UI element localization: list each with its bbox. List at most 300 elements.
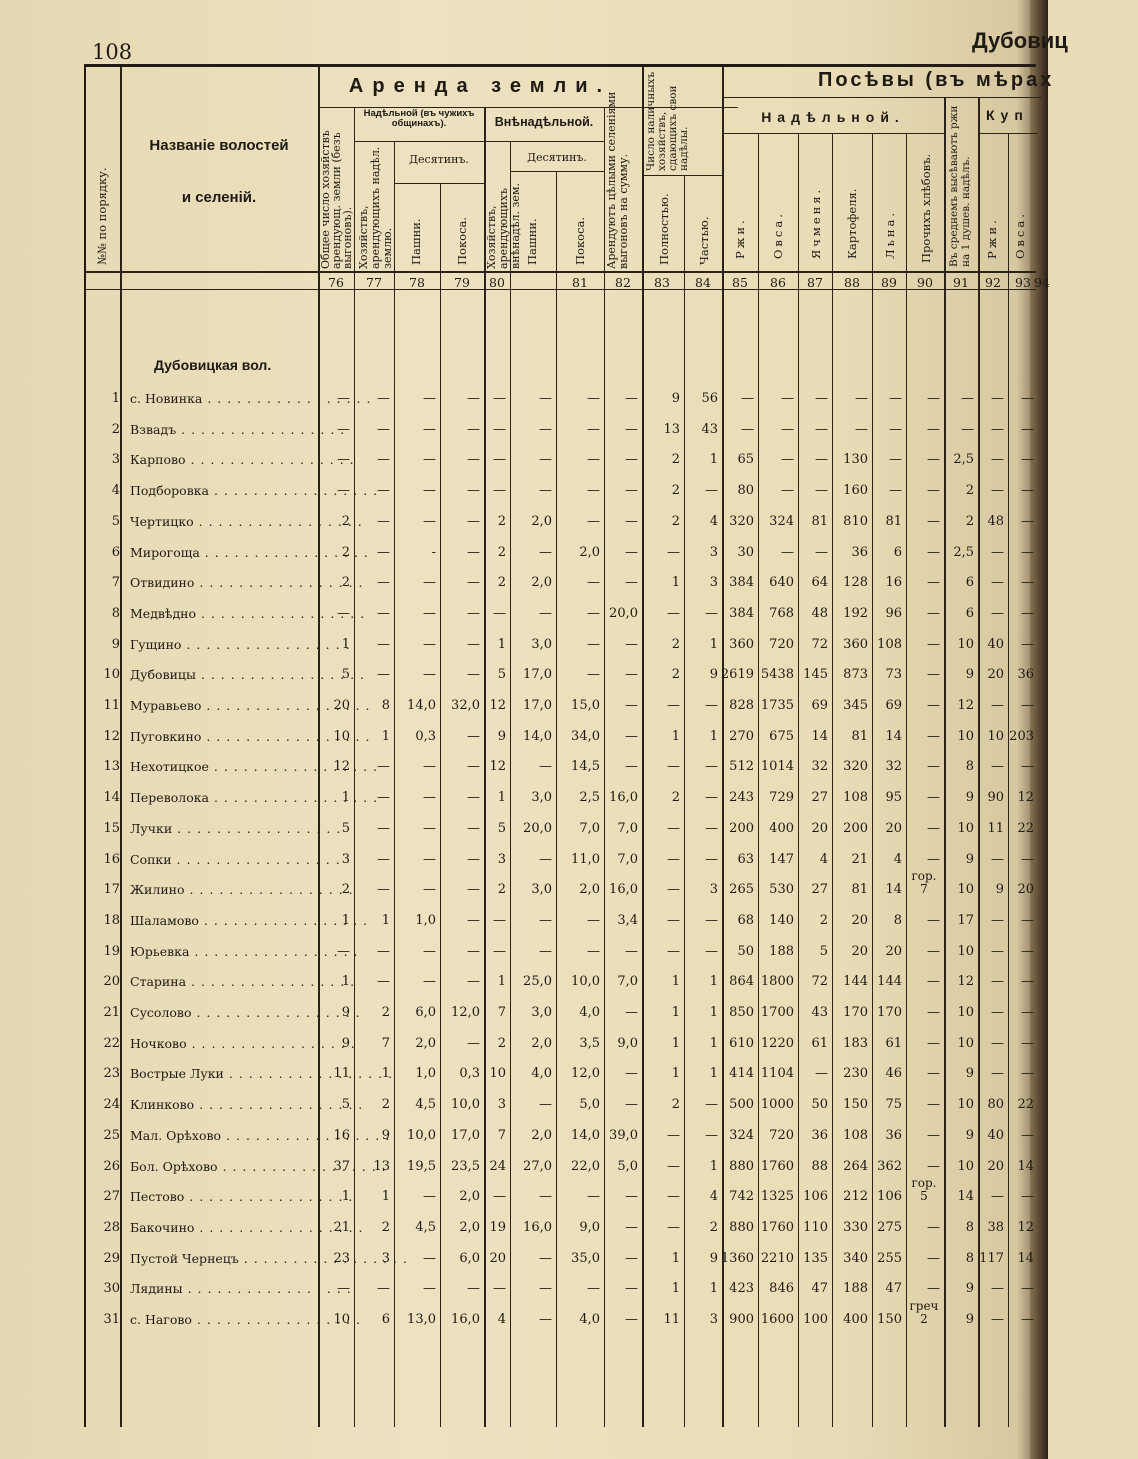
table-cell: 34,0 <box>571 728 600 744</box>
table-cell: 11 <box>987 820 1004 836</box>
table-cell: — <box>667 1189 680 1205</box>
table-cell: 22 <box>1017 820 1034 836</box>
table-cell: 100 <box>803 1312 828 1327</box>
table-cell: — <box>927 391 940 406</box>
village-name: Шаламово . . . <box>130 913 306 928</box>
table-cell: 160 <box>843 483 868 499</box>
table-cell: — <box>467 391 480 406</box>
table-cell: 2 <box>341 882 350 898</box>
table-cell: — <box>539 912 552 928</box>
rule <box>484 141 604 142</box>
table-cell: 5,0 <box>617 1158 638 1174</box>
table-cell: 10 <box>957 1035 974 1051</box>
table-cell: - <box>431 544 436 560</box>
table-cell: 22 <box>1017 1097 1034 1113</box>
table-cell: 810 <box>843 513 868 529</box>
table-cell: 4 <box>893 851 902 867</box>
table-cell: — <box>377 974 390 990</box>
table-cell: 320 <box>843 759 868 775</box>
table-cell: — <box>467 452 480 468</box>
table-cell: 1220 <box>760 1035 794 1051</box>
rule <box>354 141 484 142</box>
table-cell: — <box>625 759 638 775</box>
table-cell: — <box>1021 1066 1034 1082</box>
table-cell: 40 <box>987 636 1004 652</box>
table-cell: — <box>467 912 480 928</box>
table-cell: 192 <box>843 605 868 621</box>
table-cell: — <box>539 1312 552 1327</box>
header-other-grain: Прочихъ хлѣбовъ. <box>919 153 933 263</box>
table-cell: — <box>625 1312 638 1327</box>
table-cell: — <box>539 851 552 867</box>
table-cell: 2 <box>671 483 680 499</box>
header-hay-1: Покоса. <box>455 216 469 265</box>
table-cell: 20,0 <box>523 820 552 836</box>
rule <box>832 133 833 1427</box>
table-cell: 12,0 <box>571 1066 600 1082</box>
table-cell: 345 <box>843 698 868 713</box>
table-cell: 3,0 <box>531 882 552 898</box>
table-cell: — <box>587 513 600 529</box>
village-name: Мал. Орѣхово . . . <box>130 1128 306 1143</box>
table-cell: 10 <box>333 728 350 744</box>
table-cell: — <box>991 1005 1004 1020</box>
rule <box>1008 133 1009 1427</box>
table-cell: — <box>705 851 718 867</box>
table-cell: — <box>927 943 940 959</box>
table-cell: — <box>423 882 436 898</box>
table-cell: 3 <box>709 575 718 591</box>
table-cell: 2 <box>341 544 350 560</box>
table-cell: — <box>493 912 506 928</box>
village-name: Пуговкино . . . <box>130 729 306 744</box>
table-cell: 1 <box>671 1005 680 1020</box>
header-rent-total: Общее число хозяйствъ арендующ. земли (безъ выгоновъ). <box>319 130 354 269</box>
header-arable-2: Пашни. <box>525 218 539 265</box>
table-cell: 200 <box>843 820 868 836</box>
table-cell: — <box>539 1281 552 1297</box>
table-cell: — <box>337 421 350 437</box>
village-name: Чертицко . . . <box>130 514 306 529</box>
table-cell: 320 <box>729 513 754 529</box>
table-cell: — <box>377 452 390 468</box>
table-cell: — <box>1021 1035 1034 1051</box>
table-cell: 36 <box>851 544 868 560</box>
table-cell: — <box>587 483 600 499</box>
table-cell: 25,0 <box>523 974 552 990</box>
table-cell: 81 <box>885 513 902 529</box>
table-cell: 15,0 <box>571 698 600 713</box>
table-cell: 1 <box>709 1035 718 1051</box>
table-cell: 1700 <box>760 1005 794 1020</box>
table-cell: 9 <box>497 728 506 744</box>
table-cell: — <box>625 483 638 499</box>
header-rye-purchased: Ржи. <box>985 217 999 259</box>
table-cell: 20 <box>333 698 350 713</box>
table-cell: 47 <box>885 1281 902 1297</box>
table-cell: — <box>991 421 1004 437</box>
table-cell: — <box>667 912 680 928</box>
table-cell: 32 <box>885 759 902 775</box>
row-number: 13 <box>103 759 120 775</box>
table-cell: — <box>587 575 600 591</box>
table-cell: — <box>539 1189 552 1205</box>
table-cell: 3,5 <box>579 1035 600 1051</box>
table-cell: 16 <box>885 575 902 591</box>
table-cell: 828 <box>729 698 754 713</box>
table-cell: 3,4 <box>617 912 638 928</box>
table-cell: 4,5 <box>415 1097 436 1113</box>
row-number: 31 <box>103 1312 120 1327</box>
table-cell: 5,0 <box>579 1097 600 1113</box>
table-cell: 3,0 <box>531 636 552 652</box>
table-cell: 1360 <box>720 1250 754 1266</box>
table-cell: — <box>467 851 480 867</box>
table-cell: 9 <box>965 1066 974 1082</box>
table-cell: — <box>467 575 480 591</box>
table-cell: — <box>337 1281 350 1297</box>
header-vnenadel-hh: Хозяйствъ, арендующихъ внѣнадѣл. зем. <box>485 183 522 269</box>
table-cell: 2,5 <box>953 452 974 468</box>
table-cell: 63 <box>737 851 754 867</box>
village-name: Жилино . . . <box>130 882 306 897</box>
table-cell: 27,0 <box>523 1158 552 1174</box>
table-cell: 10 <box>957 820 974 836</box>
table-cell: — <box>927 667 940 683</box>
table-cell: — <box>991 1066 1004 1082</box>
table-cell: 106 <box>877 1189 902 1205</box>
table-cell: 255 <box>877 1250 902 1266</box>
table-cell: 270 <box>729 728 754 744</box>
table-cell: — <box>423 1281 436 1297</box>
table-cell: 6 <box>893 544 902 560</box>
table-cell: — <box>991 759 1004 775</box>
table-cell: 675 <box>769 728 794 744</box>
table-cell: — <box>927 575 940 591</box>
table-cell: 1760 <box>760 1219 794 1235</box>
header-arable-1: Пашни. <box>409 218 423 265</box>
table-cell: — <box>1021 575 1034 591</box>
table-cell: 21 <box>333 1219 350 1235</box>
table-cell: 38 <box>987 1219 1004 1235</box>
table-cell: 5 <box>497 667 506 683</box>
table-cell: 1 <box>709 728 718 744</box>
table-cell: 3 <box>709 882 718 898</box>
table-cell: — <box>377 544 390 560</box>
table-cell: 3 <box>709 1312 718 1327</box>
row-number: 15 <box>103 820 120 836</box>
table-cell: 24 <box>489 1158 506 1174</box>
table-cell: — <box>991 575 1004 591</box>
table-cell: 9 <box>965 1127 974 1143</box>
table-cell: — <box>467 882 480 898</box>
table-cell: — <box>337 483 350 499</box>
table-cell: — <box>467 544 480 560</box>
table-cell: 81 <box>811 513 828 529</box>
table-cell: 4,0 <box>579 1312 600 1327</box>
table-cell: 1 <box>381 1066 390 1082</box>
header-oats-purchased: Овса. <box>1013 211 1027 259</box>
table-cell: 1,0 <box>415 912 436 928</box>
village-name: Подборовка . . . <box>130 483 306 498</box>
rule <box>484 107 486 1427</box>
table-cell: 768 <box>769 605 794 621</box>
table-cell: 9 <box>965 1312 974 1327</box>
table-cell: 36 <box>1017 667 1034 683</box>
table-cell: — <box>539 1097 552 1113</box>
table-cell: — <box>467 759 480 775</box>
table-cell: 61 <box>811 1035 828 1051</box>
table-cell: 10,0 <box>451 1097 480 1113</box>
village-name: Нехотицкое . . . <box>130 759 306 774</box>
table-cell: — <box>667 605 680 621</box>
table-cell: 610 <box>729 1035 754 1051</box>
table-cell: 20 <box>851 912 868 928</box>
table-cell: 265 <box>729 882 754 898</box>
table-cell: 212 <box>843 1189 868 1205</box>
table-cell: 13 <box>663 421 680 437</box>
row-number: 30 <box>103 1281 120 1297</box>
row-number: 17 <box>103 882 120 898</box>
table-cell: 12 <box>957 698 974 713</box>
table-cell: 65 <box>737 452 754 468</box>
village-name: Отвидино . . . <box>130 575 306 590</box>
table-cell: 1 <box>341 636 350 652</box>
table-cell: — <box>625 943 638 959</box>
column-number: 94 <box>1034 275 1050 290</box>
table-cell: — <box>493 605 506 621</box>
table-cell: 19,5 <box>407 1158 436 1174</box>
table-cell: — <box>625 1250 638 1266</box>
table-cell: — <box>493 1189 506 1205</box>
table-cell: 1 <box>671 1281 680 1297</box>
row-number: 7 <box>111 575 120 591</box>
table-cell: 9 <box>341 1005 350 1020</box>
rule <box>642 175 722 176</box>
table-cell: 8 <box>965 759 974 775</box>
table-cell: 243 <box>729 790 754 806</box>
table-cell: 1 <box>671 1250 680 1266</box>
table-cell: — <box>1021 421 1034 437</box>
rule <box>906 133 907 1427</box>
page-number: 108 <box>92 40 133 64</box>
table-cell: — <box>625 667 638 683</box>
row-number: 22 <box>103 1035 120 1051</box>
table-cell: — <box>991 1281 1004 1297</box>
table-cell: — <box>467 605 480 621</box>
table-cell: 7,0 <box>617 851 638 867</box>
table-cell: — <box>625 1066 638 1082</box>
table-cell: 9 <box>709 1250 718 1266</box>
table-cell: 2 <box>381 1219 390 1235</box>
header-nadel-hh: Хозяйствъ, арендующихъ надѣл. землю. <box>357 146 394 269</box>
table-cell: 4 <box>497 1312 506 1327</box>
table-cell: 2,5 <box>953 544 974 560</box>
table-cell: — <box>625 575 638 591</box>
table-cell: 2,0 <box>415 1035 436 1051</box>
table-cell: — <box>423 391 436 406</box>
table-cell: 1 <box>341 1189 350 1205</box>
table-cell: — <box>377 636 390 652</box>
table-cell: — <box>337 452 350 468</box>
table-cell: 1 <box>709 452 718 468</box>
table-cell: 2 <box>341 575 350 591</box>
table-cell: 5 <box>341 667 350 683</box>
column-number: 92 <box>985 275 1001 290</box>
table-cell: 846 <box>769 1281 794 1297</box>
table-cell: — <box>927 728 940 744</box>
table-cell: — <box>625 1097 638 1113</box>
table-cell: 2 <box>965 513 974 529</box>
table-cell: 110 <box>803 1219 828 1235</box>
table-cell: — <box>927 1035 940 1051</box>
header-order: №№ по порядку. <box>95 167 109 265</box>
table-cell: 720 <box>769 636 794 652</box>
table-cell: 20 <box>811 820 828 836</box>
row-number: 1 <box>111 391 120 406</box>
table-cell: — <box>1021 759 1034 775</box>
table-cell: — <box>423 483 436 499</box>
row-number: 26 <box>103 1158 120 1174</box>
table-cell: 1 <box>341 912 350 928</box>
table-cell: 17,0 <box>523 698 552 713</box>
table-cell: — <box>1021 974 1034 990</box>
table-cell: 1 <box>381 1189 390 1205</box>
table-cell: — <box>705 483 718 499</box>
table-cell: 340 <box>843 1250 868 1266</box>
table-cell: — <box>1021 1005 1034 1020</box>
table-cell: — <box>377 820 390 836</box>
table-cell: 88 <box>811 1158 828 1174</box>
table-cell: — <box>625 698 638 713</box>
rule <box>510 171 604 172</box>
table-cell: — <box>625 1219 638 1235</box>
table-cell: — <box>1021 851 1034 867</box>
table-cell: — <box>815 421 828 437</box>
table-cell: 7,0 <box>617 974 638 990</box>
row-number: 20 <box>103 974 120 990</box>
table-cell: — <box>423 575 436 591</box>
header-nadel-sown: Надѣльной. <box>761 109 905 125</box>
header-names-line1: Названіе волостей <box>149 137 289 154</box>
table-cell: — <box>705 943 718 959</box>
table-cell: — <box>377 421 390 437</box>
table-cell: — <box>815 483 828 499</box>
row-number: 18 <box>103 912 120 928</box>
table-cell: 17,0 <box>523 667 552 683</box>
table-cell: 200 <box>729 820 754 836</box>
rule <box>556 171 557 1427</box>
village-name: Карпово . . . <box>130 452 306 467</box>
table-cell: — <box>927 1281 940 1297</box>
table-cell: 64 <box>811 575 828 591</box>
rule <box>722 97 1042 98</box>
table-cell: 4,5 <box>415 1219 436 1235</box>
table-cell: 9 <box>381 1127 390 1143</box>
table-cell: — <box>927 1005 940 1020</box>
table-cell: — <box>741 421 754 437</box>
village-name: Вострые Луки . . . <box>130 1066 306 1081</box>
table-cell: 2 <box>671 790 680 806</box>
table-cell: — <box>423 1189 436 1205</box>
table-cell: 2 <box>381 1097 390 1113</box>
table-cell: — <box>423 452 436 468</box>
table-cell: 2 <box>381 1005 390 1020</box>
table-cell: — <box>539 452 552 468</box>
table-cell: — <box>1021 636 1034 652</box>
table-cell: — <box>781 452 794 468</box>
table-cell: 12 <box>489 759 506 775</box>
table-cell: — <box>705 698 718 713</box>
table-cell: — <box>927 912 940 928</box>
table-cell: 362 <box>877 1158 902 1174</box>
table-cell: 21 <box>851 851 868 867</box>
table-cell: 10 <box>489 1066 506 1082</box>
table-cell: — <box>781 544 794 560</box>
table-cell: — <box>467 943 480 959</box>
table-cell: 20 <box>1017 882 1034 898</box>
table-cell: 108 <box>877 636 902 652</box>
table-cell: — <box>493 483 506 499</box>
table-cell: — <box>337 943 350 959</box>
table-cell: — <box>377 667 390 683</box>
table-cell: 1 <box>341 790 350 806</box>
header-nadel-group: Надѣльной (въ чужихъ общинахъ). <box>363 108 475 129</box>
table-cell: — <box>423 974 436 990</box>
header-potato: Картофеля. <box>845 188 859 259</box>
table-cell: 3,0 <box>531 790 552 806</box>
table-cell: — <box>927 1219 940 1235</box>
table-cell: — <box>467 820 480 836</box>
column-number: 80 <box>489 275 505 290</box>
table-cell: — <box>961 421 974 437</box>
table-cell: — <box>1021 452 1034 468</box>
table-cell: 22,0 <box>571 1158 600 1174</box>
table-cell: 729 <box>769 790 794 806</box>
row-number: 21 <box>103 1005 120 1020</box>
village-name: Пестово . . . <box>130 1189 306 1204</box>
table-cell: 16,0 <box>523 1219 552 1235</box>
table-cell: 3 <box>341 851 350 867</box>
column-number: 90 <box>917 275 933 290</box>
table-cell: — <box>927 759 940 775</box>
row-number: 5 <box>111 513 120 529</box>
table-cell: 360 <box>843 636 868 652</box>
table-cell: 1800 <box>760 974 794 990</box>
table-cell: — <box>587 391 600 406</box>
header-hay-2: Покоса. <box>573 216 587 265</box>
table-cell: 10 <box>987 728 1004 744</box>
table-cell: 27 <box>811 790 828 806</box>
table-cell: 2 <box>497 544 506 560</box>
table-cell-note: гор. 7 <box>911 869 937 897</box>
column-number: 79 <box>454 275 470 290</box>
table-cell: — <box>493 452 506 468</box>
table-cell: 500 <box>729 1097 754 1113</box>
table-cell: 43 <box>811 1005 828 1020</box>
table-cell: — <box>1021 483 1034 499</box>
table-cell: — <box>667 1127 680 1143</box>
table-cell: — <box>539 1250 552 1266</box>
table-cell: 69 <box>885 698 902 713</box>
table-cell: — <box>377 391 390 406</box>
table-cell: 10,0 <box>407 1127 436 1143</box>
table-cell: — <box>493 943 506 959</box>
table-cell: — <box>927 452 940 468</box>
table-cell: — <box>1021 1312 1034 1327</box>
header-names-line2: и селеній. <box>181 189 257 206</box>
table-cell: — <box>493 421 506 437</box>
